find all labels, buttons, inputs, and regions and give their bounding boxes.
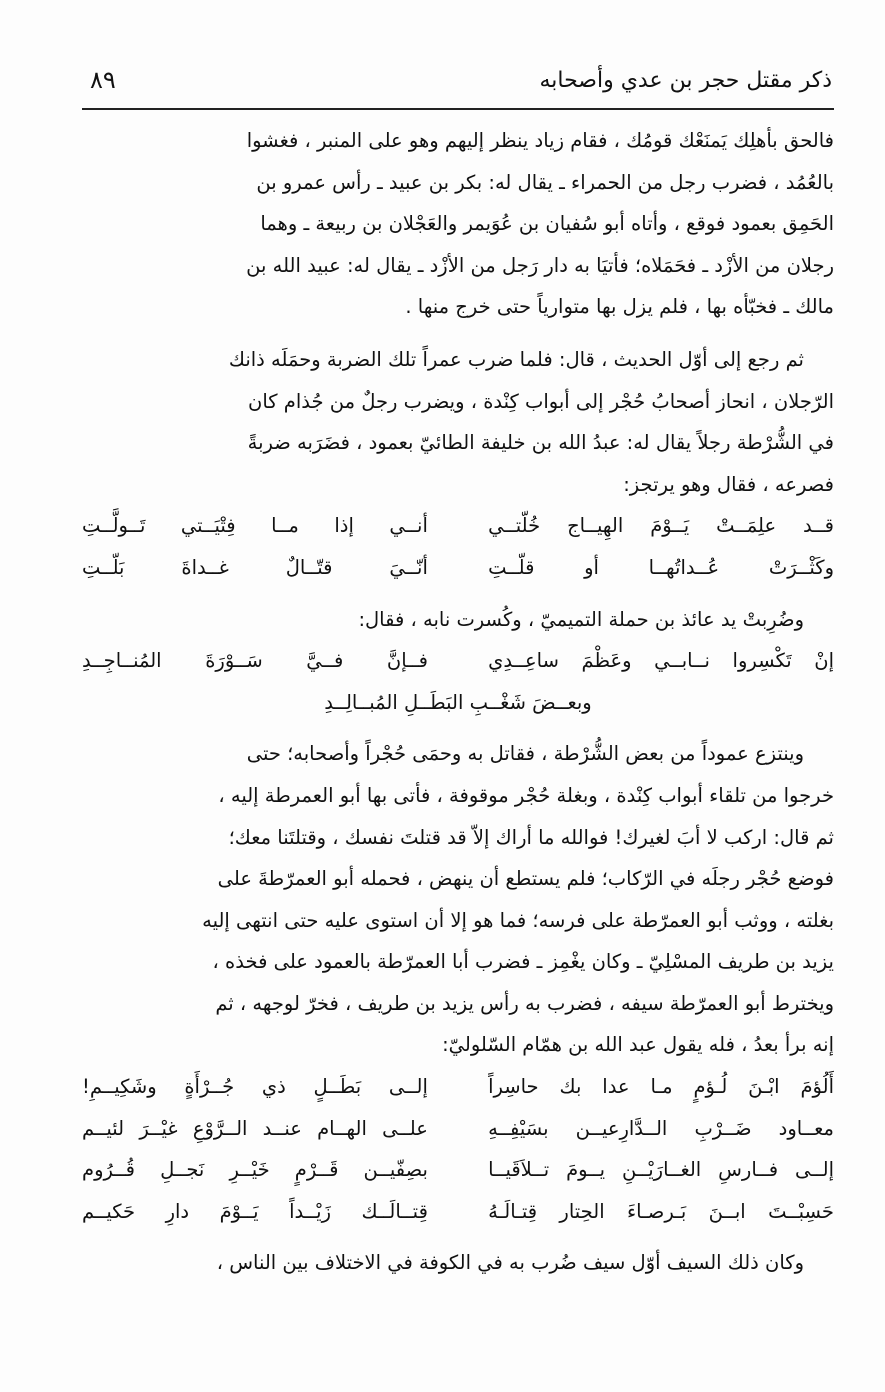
page-body (82, 120, 834, 1370)
verse-line (82, 1149, 834, 1191)
verse-first-hemistich: وكَثْــرَتْ عُــداتُهــا أو قلّــتِ (488, 555, 834, 579)
verse-second-hemistich: بصِفّيــن قَــرْمٍ خَيْــرِ نَجــلِ قُــرُوم (82, 1158, 428, 1182)
verse-line (82, 640, 834, 682)
text-line: مالك ـ فخبّأه بها ، فلم يزل بها متوارياً حتى خرج منها . (405, 295, 834, 319)
running-title: ذكر مقتل حجر بن عدي وأصحابه (539, 68, 832, 93)
text-line: رجلان من الأزْد ـ فحَمَلاه؛ فأتيَا به دار رَجل من الأزْد ـ يقال له: عبيد الله بن (246, 253, 834, 277)
verse-first-hemistich: حَسِبْــتَ ابــنَ بَـرصـاءَ الحِتار قِتـالَـهُ (488, 1199, 834, 1223)
text-line: بغلته ، ووثب أبو العمرّطة على فرسه؛ فما هو إلا أن استوى عليه حتى انتهى إليه (202, 908, 834, 932)
paragraph-2-continued (82, 381, 834, 506)
text-line: إنه برأ بعدُ ، فله يقول عبد الله بن همّام السّلوليّ: (442, 1033, 834, 1057)
text-line: وكان ذلك السيف أوّل سيف ضُرب به في الكوفة في الاختلاف بين الناس ، (216, 1251, 804, 1275)
verse-second-hemistich: أنّــيَ قتّــالٌ غــداةَ بَلّــتِ (82, 555, 428, 579)
poem-1 (82, 505, 834, 588)
paragraph-2 (82, 339, 834, 381)
verse-line (82, 547, 834, 589)
verse-first-hemistich: معــاود ضَــرْبِ الــدَّارِعيــن بسَيْفِــهِ (488, 1116, 834, 1140)
text-line: الرّجلان ، انحاز أصحابُ حُجْر إلى أبواب كِنْدة ، ويضرب رجلٌ من جُذام كان (248, 389, 834, 413)
text-line: ثم قال: اركب لا أبَ لغيرك! فوالله ما أراك إلاّ قد قتلتَ نفسك ، وقتلتَنا معك؛ (228, 825, 834, 849)
text-line: خرجوا من تلقاء أبواب كِنْدة ، وبغلة حُجْر موقوفة ، فأتى بها أبو العمرطة إليه ، (218, 783, 834, 807)
verse-second-hemistich: إلــى بَطَــلٍ ذي جُــرْأَةٍ وشَكِيــمِ! (82, 1075, 428, 1099)
paragraph-1 (82, 120, 834, 328)
paragraph-4-continued (82, 775, 834, 1066)
text-line: يزيد بن طريف المسْلِيّ ـ وكان يغْمِز ـ فضرب أبا العمرّطة بالعمود على فخذه ، (212, 950, 834, 974)
verse-second-hemistich: قِتــالَــك زَيْــداً يَــوْمَ دارِ حَكيــم (82, 1199, 428, 1223)
text-line: وضُرِبتْ يد عائذ بن حملة التميميّ ، وكُسرت نابه ، فقال: (358, 607, 804, 631)
text-line: الحَمِق بعمود فوقع ، وأتاه أبو سُفيان بن عُوَيمر والعَجْلان بن ربيعة ـ وهما (260, 212, 834, 236)
text-line: وينتزع عموداً من بعض الشُّرْطة ، فقاتل به وحمَى حُجْراً وأصحابه؛ حتى (246, 742, 804, 766)
text-line: بالعُمُد ، فضرب رجل من الحمراء ـ يقال له: بكر بن عبيد ـ رأس عمرو بن (256, 170, 834, 194)
verse-line (82, 1066, 834, 1108)
verse-single-line: وبعــضَ شَغْــبِ البَطَــلِ المُبــالِــدِ (324, 690, 592, 714)
paragraph-4 (82, 733, 834, 775)
page-number: ٨٩ (90, 66, 116, 94)
verse-first-hemistich: أَلُؤمَ ابْـنَ لُـؤمٍ مـا عدا بك حاسِراً (488, 1075, 834, 1099)
verse-first-hemistich: إنْ تَكْسِروا نــابــي وعَظْمَ ساعِــدِي (488, 649, 834, 673)
verse-first-hemistich: إلــى فــارسِ الغــارَيْــنِ يــومَ تــلاَقَيــا (488, 1158, 834, 1182)
verse-line (82, 1191, 834, 1233)
text-line: فوضع حُجْر رجلَه في الرّكاب؛ فلم يستطع أن ينهض ، فحمله أبو العمرّطةَ على (217, 867, 834, 891)
text-line: فصرعه ، فقال وهو يرتجز: (623, 472, 834, 496)
verse-second-hemistich: علــى الهــام عنــد الــرَّوْعِ غيْــرَ لئيــم (82, 1116, 428, 1140)
text-line: ويخترط أبو العمرّطة سيفه ، فضرب به رأس يزيد بن طريف ، فخرّ لوجهه ، ثم (215, 991, 834, 1015)
poem-2 (82, 640, 834, 723)
text-line: في الشُّرْطة رجلاً يقال له: عبدُ الله بن خليفة الطائيّ بعمود ، فضَرَبه ضربةً (247, 431, 834, 455)
text-line: فالحق بأهلِك يَمنَعْك قومُك ، فقام زياد ينظر إليهم وهو على المنبر ، فغشوا (246, 129, 834, 152)
verse-second-hemistich: أنــي إذا مــا فِتْيَــتي تَــولَّــتِ (82, 514, 428, 538)
paragraph-3 (82, 599, 834, 641)
verse-second-hemistich: فــإنَّ فــيَّ سَــوْرَةَ المُنــاجِــدِ (82, 649, 428, 673)
text-line: ثم رجع إلى أوّل الحديث ، قال: فلما ضرب عمراً تلك الضربة وحمَلَه ذانك (228, 347, 804, 371)
page-header (82, 66, 832, 106)
verse-first-hemistich: قــد علِمَــتْ يَــوْمَ الهِيــاج خُلّتــي (488, 514, 834, 538)
verse-line (82, 505, 834, 547)
paragraph-5 (82, 1242, 834, 1284)
poem-3 (82, 1066, 834, 1232)
verse-line (82, 1108, 834, 1150)
header-rule (82, 108, 834, 110)
